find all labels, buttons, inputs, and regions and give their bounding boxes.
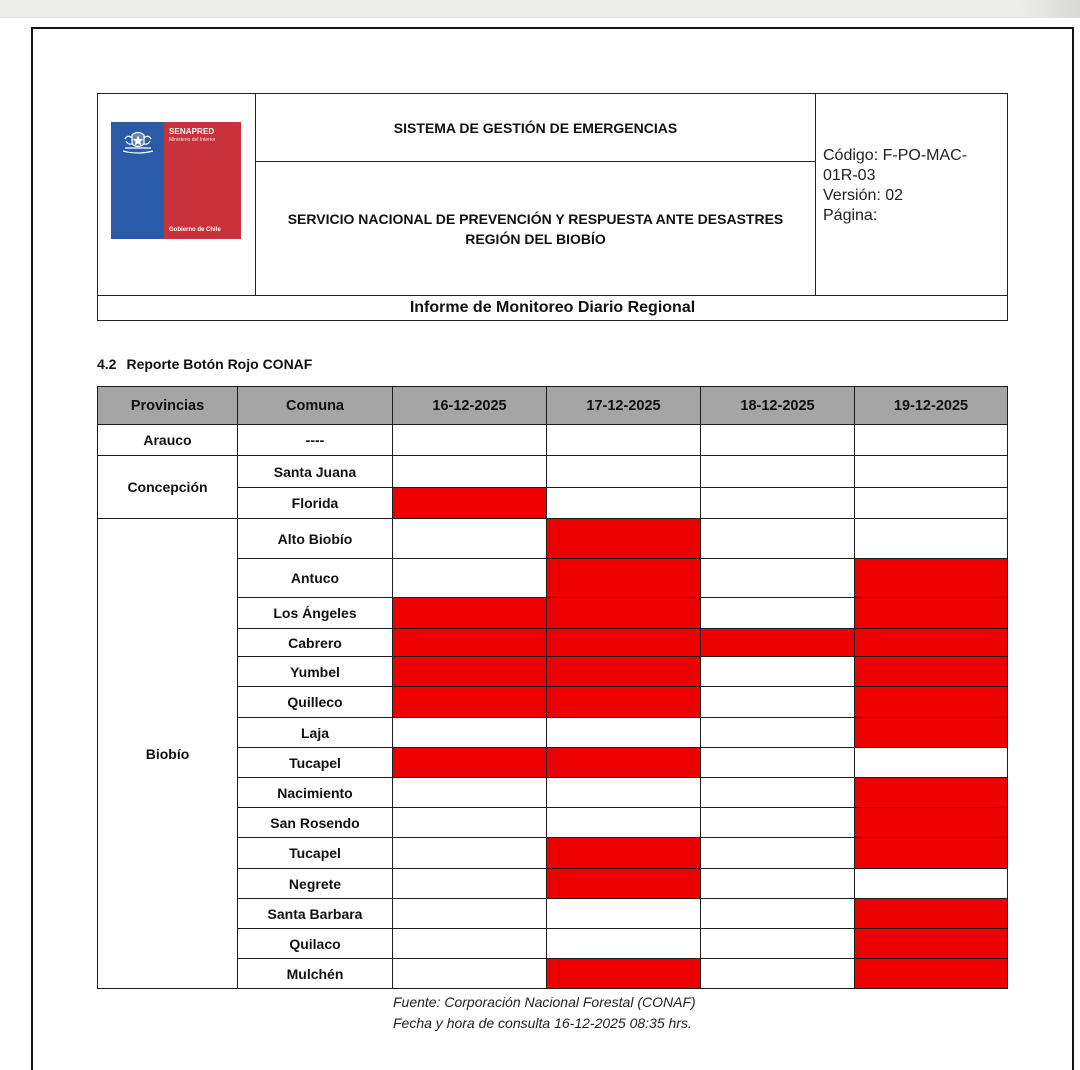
status-cell-inactive [393, 959, 547, 989]
status-cell-inactive [393, 899, 547, 929]
service-title [256, 162, 815, 295]
status-cell-active [855, 657, 1008, 687]
status-cell-active [855, 778, 1008, 808]
status-cell-inactive [393, 808, 547, 838]
logo-blue-panel [111, 122, 164, 239]
status-cell-inactive [701, 959, 855, 989]
column-header-date-4: 19-12-2025 [855, 387, 1008, 425]
red-button-table [97, 386, 1008, 989]
service-title-line1: SERVICIO NACIONAL DE PREVENCIÓN Y RESPUESTA ANTE DESASTRES [287, 210, 784, 227]
status-cell-inactive [547, 778, 701, 808]
senapred-logo [111, 122, 241, 239]
document-page-label: Página: [823, 207, 878, 224]
column-header-comuna: Comuna [238, 387, 393, 425]
document-code-cont: 01R-03 [823, 167, 876, 184]
status-cell-inactive [393, 425, 547, 456]
status-cell-inactive [393, 559, 547, 598]
province-cell: Concepción [98, 456, 238, 519]
status-cell-inactive [855, 456, 1008, 488]
source-line: Fuente: Corporación Nacional Forestal (CONAF) [393, 994, 696, 1010]
status-cell-active [547, 869, 701, 899]
status-cell-inactive [701, 559, 855, 598]
comuna-cell: Florida [238, 488, 393, 519]
table-row [98, 519, 1008, 559]
status-cell-inactive [855, 519, 1008, 559]
status-cell-inactive [855, 748, 1008, 778]
status-cell-active [393, 748, 547, 778]
comuna-cell: Cabrero [238, 629, 393, 657]
status-cell-active [547, 629, 701, 657]
status-cell-inactive [547, 929, 701, 959]
service-title-line2: REGIÓN DEL BIOBÍO [465, 230, 606, 247]
status-cell-inactive [393, 519, 547, 559]
status-cell-inactive [393, 838, 547, 869]
comuna-cell: Santa Barbara [238, 899, 393, 929]
section-title: Reporte Botón Rojo CONAF [126, 356, 313, 372]
comuna-cell: Mulchén [238, 959, 393, 989]
status-cell-active [547, 519, 701, 559]
status-cell-active [547, 559, 701, 598]
status-cell-active [855, 718, 1008, 748]
comuna-cell: Santa Juana [238, 456, 393, 488]
system-title: SISTEMA DE GESTIÓN DE EMERGENCIAS [256, 94, 815, 162]
status-cell-inactive [855, 488, 1008, 519]
status-cell-active [855, 899, 1008, 929]
status-cell-active [547, 598, 701, 629]
logo-government: Gobierno de Chile [169, 227, 221, 233]
status-cell-active [547, 687, 701, 718]
status-cell-inactive [855, 869, 1008, 899]
status-cell-inactive [547, 718, 701, 748]
table-row [98, 425, 1008, 456]
status-cell-inactive [701, 869, 855, 899]
status-cell-inactive [701, 748, 855, 778]
document-version: Versión: 02 [823, 187, 904, 204]
column-header-date-1: 16-12-2025 [393, 387, 547, 425]
logo-red-panel [164, 122, 241, 239]
status-cell-active [393, 629, 547, 657]
status-cell-inactive [701, 899, 855, 929]
status-cell-inactive [701, 687, 855, 718]
comuna-cell: Nacimiento [238, 778, 393, 808]
status-cell-active [855, 959, 1008, 989]
title-cell [256, 94, 816, 295]
province-cell: Arauco [98, 425, 238, 456]
status-cell-active [701, 629, 855, 657]
comuna-cell: Negrete [238, 869, 393, 899]
column-header-date-3: 18-12-2025 [701, 387, 855, 425]
status-cell-inactive [701, 657, 855, 687]
table-row [98, 456, 1008, 488]
status-cell-inactive [701, 488, 855, 519]
status-cell-inactive [701, 598, 855, 629]
logo-brand: SENAPRED [169, 127, 215, 136]
coat-of-arms-icon [119, 129, 157, 157]
comuna-cell: Quilleco [238, 687, 393, 718]
status-cell-active [855, 559, 1008, 598]
column-header-provincias: Provincias [98, 387, 238, 425]
status-cell-active [855, 929, 1008, 959]
document-code: Código: F-PO-MAC- [823, 147, 968, 164]
status-cell-active [547, 657, 701, 687]
status-cell-inactive [701, 778, 855, 808]
status-cell-inactive [701, 718, 855, 748]
status-cell-inactive [547, 425, 701, 456]
viewer-corner [1020, 0, 1080, 18]
comuna-cell: Antuco [238, 559, 393, 598]
status-cell-inactive [701, 519, 855, 559]
status-cell-inactive [701, 929, 855, 959]
section-heading [97, 356, 312, 372]
status-cell-active [855, 808, 1008, 838]
status-cell-active [393, 687, 547, 718]
status-cell-inactive [393, 778, 547, 808]
column-header-date-2: 17-12-2025 [547, 387, 701, 425]
report-title: Informe de Monitoreo Diario Regional [98, 295, 1007, 320]
logo-ministry: Ministerio del Interior [169, 137, 216, 143]
status-cell-inactive [393, 718, 547, 748]
status-cell-active [547, 838, 701, 869]
status-cell-active [855, 629, 1008, 657]
status-cell-inactive [547, 899, 701, 929]
consult-datetime: Fecha y hora de consulta 16-12-2025 08:35 hrs. [393, 1015, 692, 1031]
status-cell-inactive [855, 425, 1008, 456]
status-cell-inactive [701, 456, 855, 488]
comuna-cell: Tucapel [238, 748, 393, 778]
status-cell-active [855, 598, 1008, 629]
comuna-cell: Laja [238, 718, 393, 748]
viewer-top-bar [0, 0, 1080, 18]
comuna-cell: Tucapel [238, 838, 393, 869]
status-cell-inactive [393, 456, 547, 488]
document-meta [816, 94, 1007, 295]
document-header [97, 93, 1008, 321]
status-cell-inactive [547, 456, 701, 488]
comuna-cell: ---- [238, 425, 393, 456]
status-cell-inactive [701, 838, 855, 869]
status-cell-inactive [547, 488, 701, 519]
comuna-cell: Yumbel [238, 657, 393, 687]
status-cell-active [855, 838, 1008, 869]
status-cell-inactive [393, 929, 547, 959]
table-source-note [393, 992, 696, 1034]
status-cell-active [547, 748, 701, 778]
status-cell-active [547, 959, 701, 989]
comuna-cell: San Rosendo [238, 808, 393, 838]
province-cell: Biobío [98, 519, 238, 989]
status-cell-inactive [393, 869, 547, 899]
table-body [98, 425, 1008, 989]
status-cell-active [855, 687, 1008, 718]
status-cell-active [393, 657, 547, 687]
comuna-cell: Quilaco [238, 929, 393, 959]
status-cell-active [393, 488, 547, 519]
status-cell-inactive [701, 425, 855, 456]
table-header-row [98, 387, 1008, 425]
status-cell-inactive [701, 808, 855, 838]
status-cell-active [393, 598, 547, 629]
comuna-cell: Alto Biobío [238, 519, 393, 559]
logo-cell [98, 94, 256, 295]
section-number: 4.2 [97, 356, 117, 372]
comuna-cell: Los Ángeles [238, 598, 393, 629]
status-cell-inactive [547, 808, 701, 838]
